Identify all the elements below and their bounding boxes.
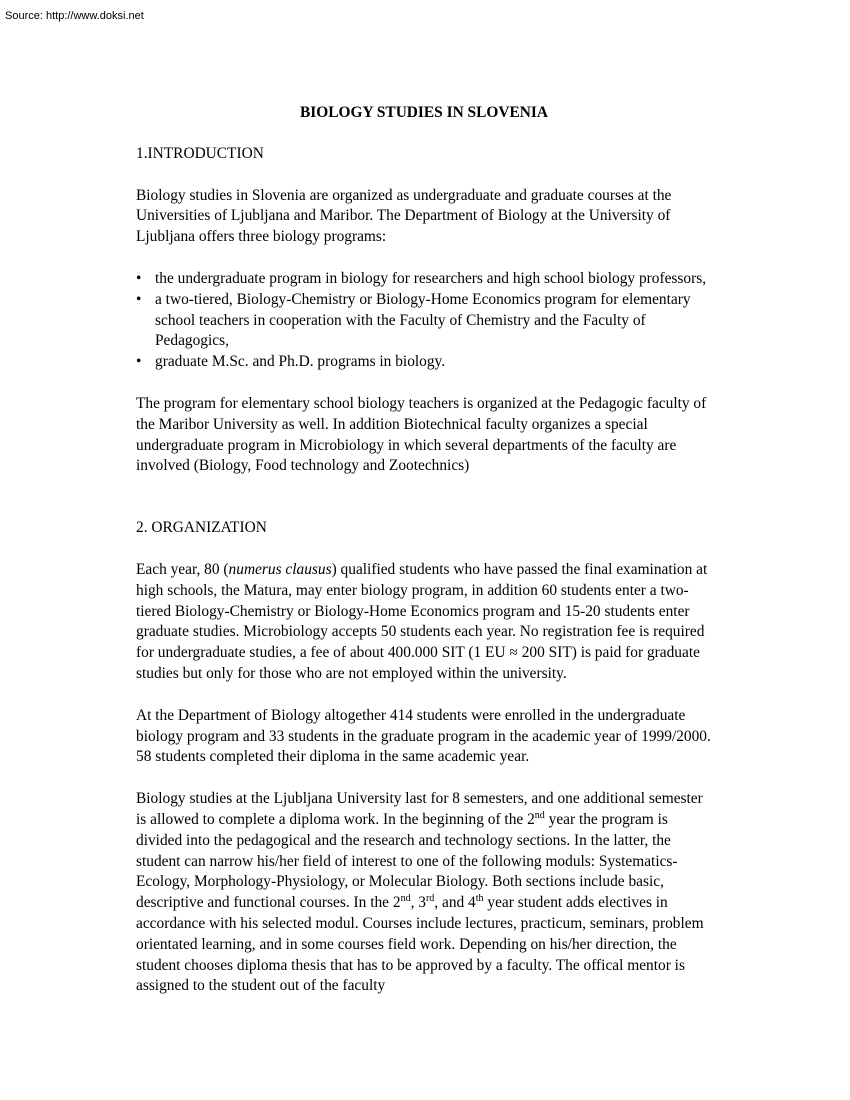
superscript: nd (400, 893, 411, 905)
text-segment: year student adds electives in accordance with his selected modul. Courses include lectures, practicum, seminars, problem orientated learning, and in some courses field work. Depending on his/her direction, the student chooses diploma thesis that has to be approved by a faculty. The offical mentor is assigned to the student out of the faculty (136, 894, 704, 995)
text-segment: ) qualified students who have passed the final examination at high schools, the Matura, may enter biology program, in addition 60 students enter a two-tiered Biology-Chemistry or Biology-Home Economics program and 15-20 students enter graduate studies. Microbiology accepts 50 students each year. No registration fee is required for undergraduate studies, a fee of about 400.000 SIT (1 EU ≈ 200 SIT) is paid for graduate studies but only for those who are not employed within the university. (136, 560, 708, 682)
text-segment: Biology studies at the Ljubljana University last for 8 semesters, and one additional semester is allowed to complete a diploma work. In the beginning of the 2 (136, 790, 703, 828)
list-item-text: graduate M.Sc. and Ph.D. programs in biology. (155, 353, 446, 371)
section-spacer (136, 498, 716, 518)
source-line: Source: http://www.doksi.net (5, 10, 144, 22)
program-list (136, 269, 716, 373)
italic-term: numerus clausus (228, 560, 332, 578)
superscript: rd (425, 893, 435, 905)
bullet-icon: • (136, 269, 142, 287)
list-item-text: a two-tiered, Biology-Chemistry or Biology-Home Economics program for elementary school teachers in cooperation with the Faculty of Chemistry and the Faculty of Pedagogics, (155, 290, 691, 350)
document-title: BIOLOGY STUDIES IN SLOVENIA (300, 104, 548, 121)
organization-paragraph-2: At the Department of Biology altogether 414 students were enrolled in the undergraduate biology program and 33 students in the graduate program in the academic year of 1999/2000. 58 students completed their diploma in the same academic year. (136, 706, 711, 766)
organization-paragraph-1 (136, 560, 716, 685)
section-heading-organization: 2. ORGANIZATION (136, 519, 267, 537)
list-item (136, 269, 716, 290)
bullet-icon: • (136, 353, 142, 371)
text-segment: , and 4 (434, 894, 476, 912)
list-item-text: the undergraduate program in biology for researchers and high school biology professors, (155, 269, 707, 287)
intro-closing-paragraph: The program for elementary school biology teachers is organized at the Pedagogic faculty of the Maribor University as well. In addition Biotechnical faculty organizes a special undergraduate program in Microbiology in which several departments of the faculty are involved (Biology, Food technology and Zootechnics) (136, 394, 707, 475)
document-body (136, 103, 716, 997)
superscript: th (475, 893, 484, 905)
text-segment: Each year, 80 ( (136, 560, 229, 578)
bullet-icon: • (136, 290, 142, 308)
superscript: nd (534, 809, 545, 821)
intro-paragraph: Biology studies in Slovenia are organized as undergraduate and graduate courses at the Universities of Ljubljana and Maribor. The Department of Biology at the University of Ljubljana offers three biology programs: (136, 186, 672, 246)
organization-paragraph-3 (136, 789, 716, 997)
text-segment: , 3 (410, 894, 426, 912)
list-item (136, 290, 716, 352)
section-heading-introduction: 1.INTRODUCTION (136, 144, 264, 162)
list-item (136, 352, 716, 373)
text-segment: year the program is divided into the pedagogical and the research and technology sections. In the latter, the student can narrow his/her field of interest to one of the following moduls: Systematics-Ecology, Morphology-Physiology, or Molecular Biology. Both sections include basic, descriptive and functional courses. In the 2 (136, 810, 678, 912)
